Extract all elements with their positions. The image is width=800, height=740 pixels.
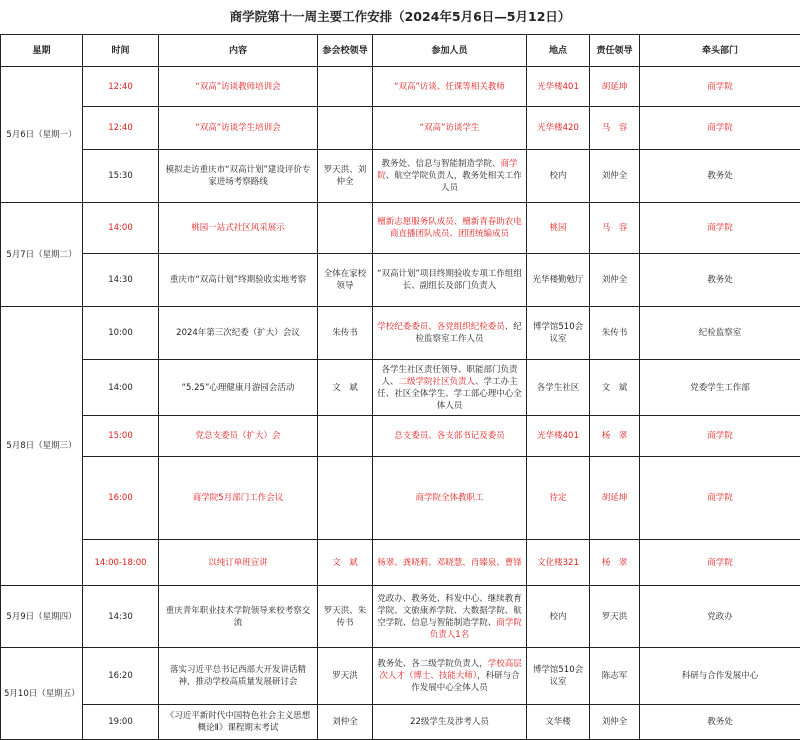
leaders-cell: 罗天洪 — [318, 648, 373, 705]
content-cell: 落实习近平总书记西部大开发讲话精神，推动学校高质量发展研讨会 — [159, 648, 318, 705]
time-cell: 15:30 — [83, 150, 159, 203]
time-cell: 14:00 — [83, 203, 159, 254]
table-row — [1, 67, 800, 107]
participants-cell — [373, 648, 527, 705]
time-cell: 12:40 — [83, 67, 159, 107]
place-cell: 各学生社区 — [527, 360, 590, 416]
owner-cell: 马 容 — [590, 107, 640, 150]
participants-highlight: 商学院 — [377, 159, 517, 181]
owner-cell: 罗天洪 — [590, 586, 640, 648]
leaders-cell — [318, 457, 373, 540]
content-cell: 模拟走访重庆市“双高计划”建设评价专家进场考察路线 — [159, 150, 318, 203]
table-row — [1, 648, 800, 705]
owner-cell: 刘仲全 — [590, 705, 640, 740]
dept-cell: 党政办 — [640, 586, 800, 648]
dept-cell: 商学院 — [640, 457, 800, 540]
table-row — [1, 540, 800, 586]
time-cell: 14:30 — [83, 254, 159, 307]
participants-text: ，科研与合作发展中心全体人员 — [411, 671, 519, 693]
content-cell: 重庆青年职业技术学院领导来校考察交流 — [159, 586, 318, 648]
place-cell: 光华楼勤勉厅 — [527, 254, 590, 307]
place-cell: 校内 — [527, 150, 590, 203]
owner-cell: 朱传书 — [590, 307, 640, 360]
participants-text: “双高”访谈、任课等相关教师 — [394, 82, 505, 92]
leaders-cell: 文 斌 — [318, 540, 373, 586]
table-row — [1, 360, 800, 416]
header-cell: 地点 — [527, 35, 590, 67]
table-row — [1, 307, 800, 360]
time-cell: 10:00 — [83, 307, 159, 360]
content-cell: 桃园一站式社区风采展示 — [159, 203, 318, 254]
time-cell: 19:00 — [83, 705, 159, 740]
participants-cell — [373, 416, 527, 457]
dept-cell: 教务处 — [640, 254, 800, 307]
owner-cell: 马 容 — [590, 203, 640, 254]
content-cell: 2024年第三次纪委（扩大）会议 — [159, 307, 318, 360]
participants-cell — [373, 360, 527, 416]
owner-cell: 胡延坤 — [590, 67, 640, 107]
leaders-cell — [318, 107, 373, 150]
place-cell: 光华楼401 — [527, 67, 590, 107]
place-cell: 光华楼401 — [527, 416, 590, 457]
participants-cell — [373, 67, 527, 107]
content-cell: “双高”访谈学生培训会 — [159, 107, 318, 150]
content-cell: 商学院5月部门工作会议 — [159, 457, 318, 540]
table-row — [1, 705, 800, 740]
leaders-cell — [318, 203, 373, 254]
participants-highlight: 学校纪委委员、各党组织纪检委员 — [377, 322, 505, 332]
place-cell: 博学馆510会议室 — [527, 307, 590, 360]
participants-text: 教务处、信息与智能制造学院、 — [381, 159, 500, 169]
place-cell: 博学馆510会议室 — [527, 648, 590, 705]
participants-text: 杨翠、龚晓莉、邓晓慧、肖臻泉、曹锋 — [377, 558, 522, 568]
time-cell: 15:00 — [83, 416, 159, 457]
content-cell: “5.25”心理健康月游园会活动 — [159, 360, 318, 416]
participants-cell — [373, 307, 527, 360]
owner-cell: 刘仲全 — [590, 150, 640, 203]
owner-cell: 胡延坤 — [590, 457, 640, 540]
leaders-cell: 全体在家校领导 — [318, 254, 373, 307]
participants-text: 、学工办主任、社区全体学生、学工部心理中心全体人员 — [377, 377, 522, 411]
participants-highlight: 商学院负责人1名 — [430, 618, 522, 640]
dept-cell: 教务处 — [640, 705, 800, 740]
dept-cell: 商学院 — [640, 540, 800, 586]
header-cell: 参加人员 — [373, 35, 527, 67]
leaders-cell — [318, 67, 373, 107]
participants-text: “双高计划”项目终期验收专项工作组组长、副组长及部门负责人 — [377, 269, 522, 291]
participants-text: 各学生社区责任领导、职能部门负责人、 — [381, 365, 517, 387]
leaders-cell — [318, 416, 373, 457]
dept-cell: 商学院 — [640, 107, 800, 150]
table-row — [1, 586, 800, 648]
dept-cell: 教务处 — [640, 150, 800, 203]
participants-cell — [373, 457, 527, 540]
day-cell: 5月8日（星期三） — [1, 307, 83, 586]
header-cell: 牵头部门 — [640, 35, 800, 67]
owner-cell: 文 斌 — [590, 360, 640, 416]
leaders-cell: 罗天洪、朱传书 — [318, 586, 373, 648]
participants-text: 教务处、各二级学院负责人， — [377, 659, 488, 669]
dept-cell: 商学院 — [640, 67, 800, 107]
page-title: 商学院第十一周主要工作安排（2024年5月6日—5月12日） — [0, 0, 800, 34]
content-cell: 《习近平新时代中国特色社会主义思想概论Ⅱ》课程期末考试 — [159, 705, 318, 740]
owner-cell: 陈志军 — [590, 648, 640, 705]
leaders-cell: 罗天洪、刘仲全 — [318, 150, 373, 203]
participants-text: 总支委员、各支部书记及委员 — [394, 431, 505, 441]
dept-cell: 商学院 — [640, 203, 800, 254]
owner-cell: 杨 翠 — [590, 416, 640, 457]
participants-cell — [373, 586, 527, 648]
table-row — [1, 150, 800, 203]
day-cell: 5月9日（星期四） — [1, 586, 83, 648]
content-cell: 重庆市“双高计划”终期验收实地考察 — [159, 254, 318, 307]
participants-cell — [373, 107, 527, 150]
header-cell: 责任领导 — [590, 35, 640, 67]
day-cell: 5月7日（星期二） — [1, 203, 83, 307]
time-cell: 14:30 — [83, 586, 159, 648]
owner-cell: 刘仲全 — [590, 254, 640, 307]
place-cell: 光华楼420 — [527, 107, 590, 150]
table-row — [1, 254, 800, 307]
content-cell: 以纯订单班宣讲 — [159, 540, 318, 586]
participants-highlight: 学校高层次人才（博士、技能大师） — [379, 659, 521, 681]
table-row — [1, 107, 800, 150]
participants-cell — [373, 705, 527, 740]
participants-text: 党政办、教务处、科发中心、继续教育学院、文旅康养学院、大数据学院、航空学院、信息与智能制造学院、 — [377, 594, 522, 628]
participants-text: 、航空学院负责人，教务处相关工作人员 — [386, 171, 522, 193]
dept-cell: 纪检监察室 — [640, 307, 800, 360]
header-cell: 星期 — [1, 35, 83, 67]
participants-cell — [373, 540, 527, 586]
header-cell: 参会校领导 — [318, 35, 373, 67]
place-cell: 文华楼 — [527, 705, 590, 740]
participants-text: “双高”访谈学生 — [420, 123, 480, 133]
content-cell: 党总支委员（扩大）会 — [159, 416, 318, 457]
day-cell: 5月10日（星期五） — [1, 648, 83, 740]
table-row — [1, 457, 800, 540]
place-cell: 校内 — [527, 586, 590, 648]
owner-cell: 杨 翠 — [590, 540, 640, 586]
table-row — [1, 416, 800, 457]
leaders-cell: 朱传书 — [318, 307, 373, 360]
time-cell: 14:00 — [83, 360, 159, 416]
participants-text: 商学院全体教职工 — [415, 493, 483, 503]
place-cell: 桃园 — [527, 203, 590, 254]
time-cell: 16:20 — [83, 648, 159, 705]
time-cell: 14:00-18:00 — [83, 540, 159, 586]
participants-text: 檀新志愿服务队成员、檀新青春助农电商直播团队成员、团团统编成员 — [377, 217, 522, 239]
participants-cell — [373, 150, 527, 203]
place-cell: 文化楼321 — [527, 540, 590, 586]
day-cell: 5月6日（星期一） — [1, 67, 83, 203]
content-cell: “双高”访谈教师培训会 — [159, 67, 318, 107]
dept-cell: 商学院 — [640, 416, 800, 457]
header-cell: 时间 — [83, 35, 159, 67]
participants-cell — [373, 254, 527, 307]
header-row — [1, 35, 800, 67]
participants-highlight: 二级学院社区负责人 — [398, 377, 475, 387]
participants-cell — [373, 203, 527, 254]
time-cell: 12:40 — [83, 107, 159, 150]
place-cell: 待定 — [527, 457, 590, 540]
table-row — [1, 203, 800, 254]
leaders-cell: 刘仲全 — [318, 705, 373, 740]
participants-text: 、纪检监察室工作人员 — [415, 322, 521, 344]
header-cell: 内容 — [159, 35, 318, 67]
time-cell: 16:00 — [83, 457, 159, 540]
schedule-table — [0, 34, 800, 740]
dept-cell: 党委学生工作部 — [640, 360, 800, 416]
participants-text: 22级学生及涉考人员 — [410, 717, 489, 727]
dept-cell: 科研与合作发展中心 — [640, 648, 800, 705]
leaders-cell: 文 斌 — [318, 360, 373, 416]
